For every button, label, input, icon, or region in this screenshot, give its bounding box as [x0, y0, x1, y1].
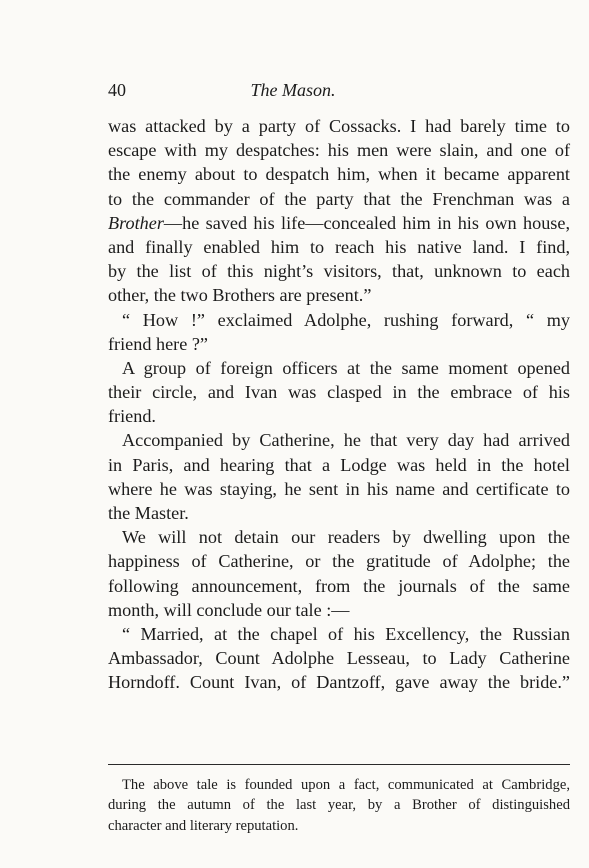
text-line: following announcement, from the journals of the same [108, 575, 570, 596]
text-line: “ Married, at the chapel of his Excellency, the Russian [122, 623, 570, 644]
footnote [108, 775, 570, 836]
footnote-divider [108, 764, 570, 765]
text-line: friend here ?” [108, 333, 208, 354]
text-line: A group of foreign officers at the same moment opened [122, 357, 570, 378]
footnote-line: character and literary reputation. [108, 817, 299, 834]
text-line: “ How !” exclaimed Adolphe, rushing forward, “ my [122, 309, 570, 330]
text-line: We will not detain our readers by dwelling upon the [122, 527, 570, 548]
text-line: other, the two Brothers are present.” [108, 285, 372, 306]
text-line: month, will conclude our tale :— [108, 599, 350, 620]
text-line: happiness of Catherine, or the gratitude of Adolphe; the [108, 551, 570, 572]
text-line: the Master. [108, 503, 189, 523]
text-line: escape with my despatches: his men were slain, and one of [108, 140, 570, 161]
text-line: was attacked by a party of Cossacks. I had barely time to [108, 116, 570, 136]
text-line: to the commander of the party that the Frenchman was a [108, 188, 570, 209]
text-line: and finally enabled him to reach his native land. I find, [108, 236, 570, 257]
text-line: friend. [108, 406, 156, 427]
text-line: Ambassador, Count Adolphe Lesseau, to Lady Catherine [108, 648, 570, 669]
text-line: by the list of this night’s visitors, that, unknown to each [108, 261, 570, 282]
page-header [108, 80, 568, 102]
text-line [108, 211, 570, 235]
running-title: The Mason. [250, 80, 336, 100]
text-line: Horndoff. Count Ivan, of Dantzoff, gave away the bride.” [108, 672, 570, 693]
text-line-rest: —he saved his life—concealed him in his own house, [163, 212, 570, 233]
text-line: where he was staying, he sent in his name and certificate to [108, 478, 570, 499]
text-line: their circle, and Ivan was clasped in the embrace of his [108, 382, 570, 403]
text-line: in Paris, and hearing that a Lodge was held in the hotel [108, 454, 570, 475]
text-line: the enemy about to despatch him, when it became apparent [108, 164, 570, 185]
footnote-line: during the autumn of the last year, by a Brother of distinguished [108, 797, 570, 814]
footnote-line: The above tale is founded upon a fact, communicated at Cambridge, [122, 777, 570, 793]
page-number: 40 [108, 80, 126, 100]
body-text [108, 114, 570, 695]
text-line: Accompanied by Catherine, he that very day had arrived [122, 430, 570, 451]
emphasis-brother: Brother [108, 212, 164, 233]
